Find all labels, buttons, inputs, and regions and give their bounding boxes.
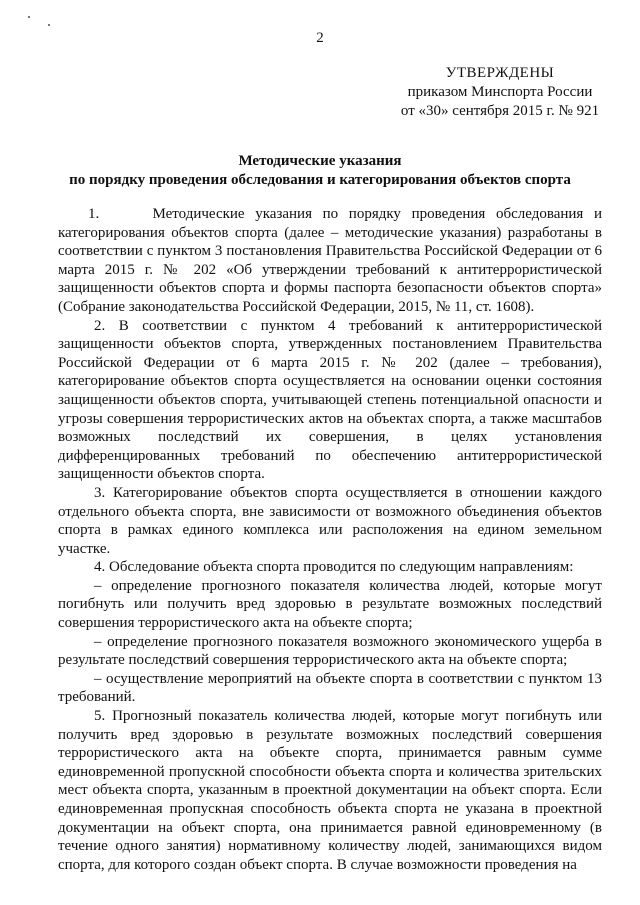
scan-speck	[28, 16, 30, 18]
list-item-3: – осуществление мероприятий на объекте спорта в соответствии с пунктом 13 требований.	[58, 670, 602, 706]
list-item-2: – определение прогнозного показателя возможного экономического ущерба в результате последствий совершения террористического акта на объекте спорта;	[58, 633, 602, 669]
approval-date-line: от «30» сентября 2015 г. № 921	[400, 103, 600, 119]
document-title	[40, 152, 600, 190]
approval-heading: УТВЕРЖДЕНЫ	[445, 65, 555, 81]
paragraph-1: 1. Методические указания по порядку проведения обследования и категорирования объектов спорта (далее – методические указания) разработаны в соответствии с пунктом 3 постановления Правительства Российской Федерации от 6 марта 2015 г. № 202 «Об утверждении требований к антитеррористической защищенности объектов спорта и формы паспорта безопасности объектов спорта» (Собрание законодательства Российской Федерации, 2015, № 11, ст. 1608).	[58, 206, 602, 315]
page-number: 2	[316, 30, 324, 46]
title-line-2: по порядку проведения обследования и категорирования объектов спорта	[69, 172, 571, 188]
approval-block	[380, 64, 620, 121]
approval-order-line: приказом Минспорта России	[407, 84, 593, 100]
paragraph-4: 4. Обследование объекта спорта проводится по следующим направлениям:	[94, 559, 574, 576]
paragraph-5: 5. Прогнозный показатель количества людей, которые могут погибнуть или получить вред здоровью в результате возможных последствий совершения террористического акта на объекте спорта, принимается равным сумме единовременной пропускной способности объекта спорта и количества зрительских мест объекта спорта, указанным в проектной документации на объект спорта. Если единовременная пропускная способность объекта спорта не указана в проектной документации на объект спорта, она принимается равной единовременному (в течение одного занятия) нормативному количеству людей, занимающихся видом спорта, для которого создан объект спорта. В случае возможности проведения на	[58, 708, 602, 873]
list-item-1: – определение прогнозного показателя количества людей, которые могут погибнуть или получить вред здоровью в результате возможных последствий совершения террористического акта на объекте спорта;	[58, 577, 602, 632]
document-body	[58, 205, 602, 874]
paragraph-2: 2. В соответствии с пунктом 4 требований к антитеррористической защищенности объектов спорта, утвержденных постановлением Правительства Российской Федерации от 6 марта 2015 г. № 202 (далее – требования), категорирование объектов спорта осуществляется на основании оценки состояния защищенности объектов спорта, учитывающей степень потенциальной опасности и угрозы совершения террористических актов на объектах спорта, а также масштабов возможных последствий их совершения, в целях установления дифференцированных требований по обеспечению антитеррористической защищенности объектов спорта.	[58, 317, 602, 483]
paragraph-3: 3. Категорирование объектов спорта осуществляется в отношении каждого отдельного объекта спорта, вне зависимости от возможного объединения объектов спорта в рамках единого комплекса или расположения на едином земельном участке.	[58, 484, 602, 557]
scan-speck	[48, 24, 50, 26]
title-line-1: Методические указания	[238, 153, 402, 169]
